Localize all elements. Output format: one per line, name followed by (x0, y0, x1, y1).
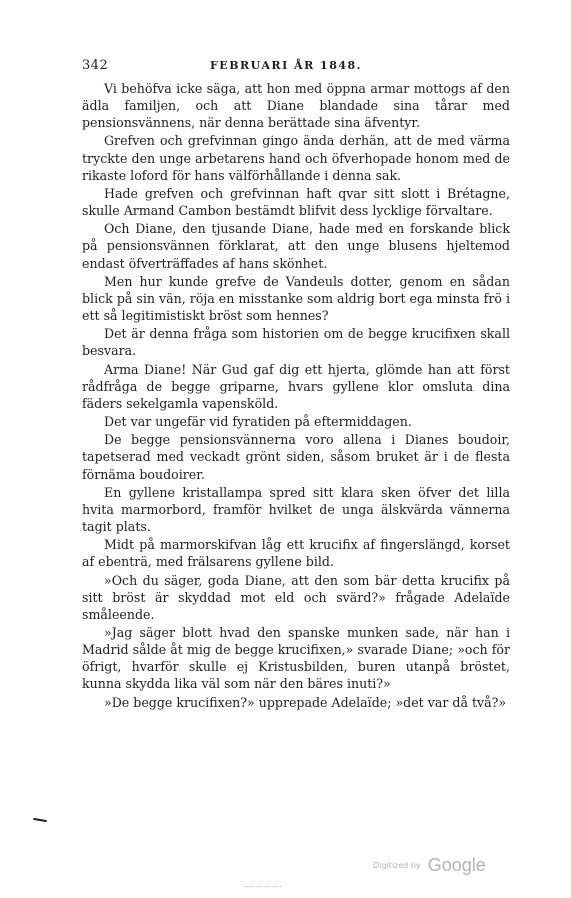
paragraph: »Och du säger, goda Diane, att den som bär detta krucifix på sitt bröst är skyddad mot eld och svärd?» frågade Adelaïde småleende. (82, 572, 510, 622)
bottom-rule (245, 886, 281, 887)
paragraph: En gyllene kristallampa spred sitt klara sken öfver det lilla hvita marmorbord, framför hvilket de unga älskvärda vännerna tagit plats. (82, 484, 510, 535)
watermark-digitized-by: Digitized by (373, 861, 421, 870)
paragraph: Vi behöfva icke säga, att hon med öppna armar mottogs af den ädla familjen, och att Diane blandade sina tårar med pensionsvännens, när denna berättade sina äfventyr. (82, 81, 510, 131)
running-head: FEBRUARI ÅR 1848. (210, 59, 362, 72)
paragraph: Men hur kunde grefve de Vandeuls dotter, genom en sådan blick på sin vän, röja en misstanke som aldrig bort ega minsta frö i ett så legitimistiskt bröst som hennes? (82, 273, 510, 323)
page-number: 342 (82, 58, 109, 73)
paragraph: »Jag säger blott hvad den spanske munken sade, när han i Madrid sålde åt mig de begge krucifixen,» svarade Diane; »och för öfrigt, hvarför skulle ej Kristusbilden, buren utanpå bröstet, kunna skydda lika väl som när den bäres inuti?» (82, 625, 510, 692)
paragraph: Och Diane, den tjusande Diane, hade med en forskande blick på pensionsvännen förklarat, att den unge blusens hjeltemod endast öfverträffades af hans skönhet. (82, 221, 510, 271)
google-watermark (373, 855, 486, 876)
watermark-google-logo: Google (427, 855, 486, 875)
paragraph: Hade grefven och grefvinnan haft qvar sitt slott i Brétagne, skulle Armand Cambon bestämdt blifvit dess lycklige förvaltare. (82, 185, 510, 219)
paragraph: De begge pensionsvännerna voro allena i Dianes boudoir, tapetserad med veckadt grönt siden, såsom bruket är i de flesta förnäma boudoirer. (82, 432, 510, 482)
margin-mark (33, 818, 47, 822)
paragraph: Grefven och grefvinnan gingo ända derhän, att de med värma tryckte den unge arbetarens hand och öfverhopade honom med de rikaste loford för hans välförhållande i denna sak. (82, 133, 510, 183)
paragraph: Arma Diane! När Gud gaf dig ett hjerta, glömde han att först rådfråga de begge griparne, hvars gyllene klor omsluta dina fäders sekelgamla vapensköld. (82, 361, 510, 411)
paragraph: »De begge krucifixen?» upprepade Adelaïde; »det var då två?» (104, 694, 507, 710)
paragraph: Det är denna fråga som historien om de begge krucifixen skall besvara. (82, 326, 510, 359)
paragraph: Midt på marmorskifvan låg ett krucifix af fingerslängd, korset af ebenträ, med frälsarens gyllene bild. (82, 537, 510, 570)
body-text (82, 80, 510, 712)
page-header (82, 58, 492, 76)
paragraph: Det var ungefär vid fyratiden på eftermiddagen. (104, 414, 412, 430)
